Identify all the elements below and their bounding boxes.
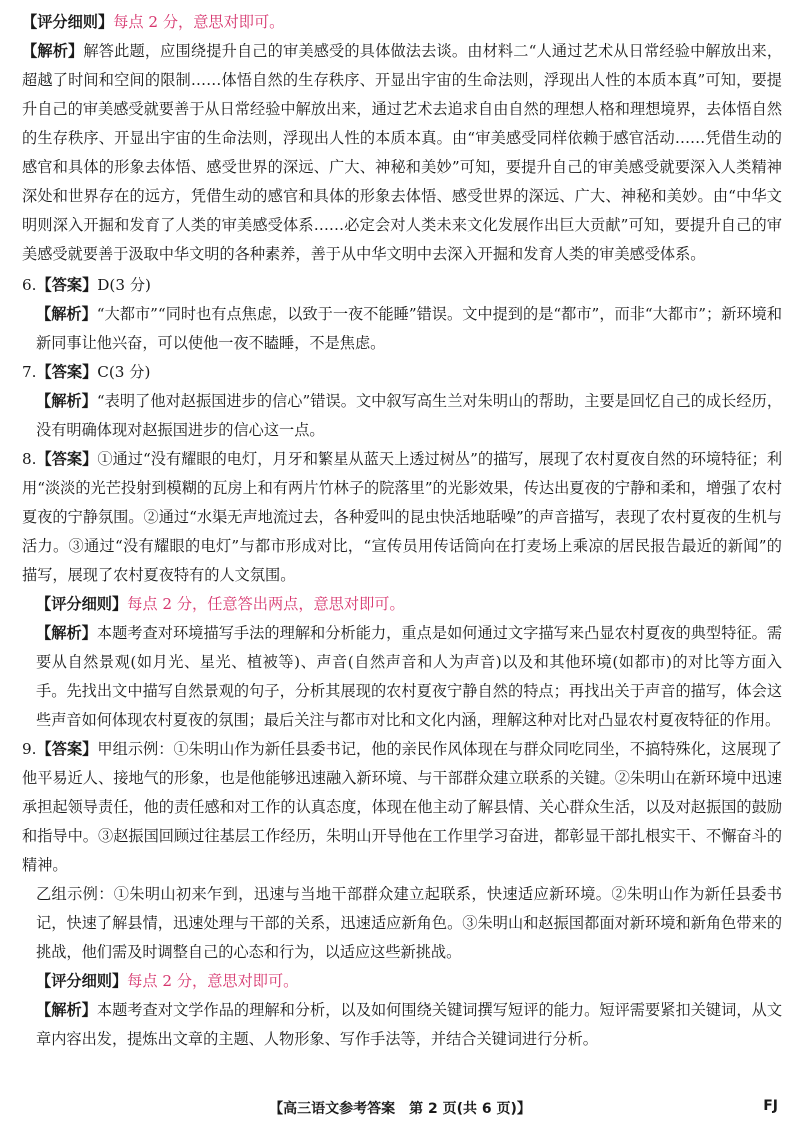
analysis-text: “表明了他对赵振国进步的信心”错误。文中叙写高生兰对朱明山的帮助，主要是回忆自己的成长经历，没有明确体现对赵振国进步的信心这一点。: [36, 392, 783, 439]
answer-tag: 【答案】: [36, 276, 98, 294]
page-footer-title: 【高三语文参考答案 第 2 页(共 6 页)】: [269, 1101, 531, 1117]
q9-analysis: [22, 996, 782, 1054]
answer-text-group-b: 乙组示例：①朱明山初来乍到，迅速与当地干部群众建立起联系，快速适应新环境。②朱明山作为新任县委书记，快速了解县情，迅速处理与干部的关系，迅速适应新角色。③朱明山和赵振国都面对新环境和新角色带来的挑战，他们需及时调整自己的心态和行为，以适应这些新挑战。: [36, 885, 782, 961]
q7-analysis: [22, 387, 782, 445]
question-number: 7.: [22, 363, 37, 381]
rubric-text: 每点 2 分，意思对即可。: [113, 13, 285, 31]
analysis-text: 本题考查对文学作品的理解和分析，以及如何围绕关键词撰写短评的能力。短评需要紧扣关键词，从文章内容出发，提炼出文章的主题、人物形象、写作手法等，并结合关键词进行分析。: [36, 1001, 783, 1048]
rubric-tag: 【评分细则】: [36, 972, 128, 990]
rubric-text: 每点 2 分，任意答出两点，意思对即可。: [127, 595, 405, 613]
q6-answer: [22, 271, 782, 300]
analysis-paragraph: [22, 37, 782, 269]
analysis-tag: 【解析】: [36, 624, 97, 642]
analysis-tag: 【解析】: [36, 392, 97, 410]
page-footer-code: FJ: [763, 1098, 778, 1114]
question-number: 6.: [22, 276, 37, 294]
analysis-text: “大都市”“同时也有点焦虑，以致于一夜不能睡”错误。文中提到的是“都市”，而非“大都市”；新环境和新同事让他兴奋，可以使他一夜不瞌睡，不是焦虑。: [36, 305, 783, 352]
rubric-line: [22, 8, 782, 37]
q8-rubric: [22, 590, 782, 619]
q9-answer: [22, 735, 782, 880]
q8-analysis: [22, 619, 782, 735]
rubric-tag: 【评分细则】: [22, 13, 114, 31]
answer-tag: 【答案】: [36, 740, 98, 758]
q9-answer-group-b: [22, 880, 782, 967]
answer-tag: 【答案】: [36, 363, 98, 381]
analysis-text: 本题考查对环境描写手法的理解和分析能力，重点是如何通过文字描写来凸显农村夏夜的典型特征。需要从自然景观(如月光、星光、植被等)、声音(自然声音和人为声音)以及和其他环境(如都市)的对比等方面入手。先找出文中描写自然景观的句子，分析其展现的农村夏夜宁静自然的特点；再找出关于声音的描写，体会这些声音如何体现农村夏夜的氛围；最后关注与都市对比和文化内涵，理解这种对比对凸显农村夏夜特征的作用。: [36, 624, 783, 729]
analysis-tag: 【解析】: [22, 42, 84, 60]
answer-text: ①通过“没有耀眼的电灯，月牙和繁星从蓝天上透过树丛”的描写，展现了农村夏夜自然的环境特征；利用“淡淡的光芒投射到模糊的瓦房上和有两片竹林子的院落里”的光影效果，传达出夏夜的宁静和柔和，增强了农村夏夜的宁静氛围。②通过“水渠无声地流过去，各种爱叫的昆虫快活地聒噪”的声音描写，表现了农村夏夜的生机与活力。③通过“没有耀眼的电灯”与都市形成对比，“宣传员用传话筒向在打麦场上乘凉的居民报告最近的新闻”的描写，展现了农村夏夜特有的人文氛围。: [22, 450, 783, 584]
question-number: 8.: [22, 450, 37, 468]
q8-answer: [22, 445, 782, 590]
answer-text: D(3 分): [97, 276, 151, 294]
question-number: 9.: [22, 740, 37, 758]
q9-rubric: [22, 967, 782, 996]
rubric-tag: 【评分细则】: [36, 595, 128, 613]
rubric-text: 每点 2 分，意思对即可。: [127, 972, 299, 990]
analysis-tag: 【解析】: [36, 305, 97, 323]
q7-answer: [22, 358, 782, 387]
answer-text-group-a: 甲组示例：①朱明山作为新任县委书记，他的亲民作风体现在与群众同吃同坐，不搞特殊化，这展现了他平易近人、接地气的形象，也是他能够迅速融入新环境、与干部群众建立联系的关键。②朱明山在新环境中迅速承担起领导责任，他的责任感和对工作的认真态度，体现在他主动了解县情、关心群众生活，以及对赵振国的鼓励和指导中。③赵振国回顾过往基层工作经历，朱明山开导他在工作里学习奋进，都彰显干部扎根实干、不懈奋斗的精神。: [22, 740, 783, 874]
analysis-text: 解答此题，应围绕提升自己的审美感受的具体做法去谈。由材料二“人通过艺术从日常经验中解放出来，超越了时间和空间的限制……体悟自然的生存秩序、开显出宇宙的生命法则，浮现出人性的本质本真”可知，要提升自己的审美感受就要善于从日常经验中解放出来，通过艺术去追求自由自然的理想人格和理想境界，去体悟自然的生存秩序、开显出宇宙的生命法则，浮现出人性的本质本真。由“审美感受同样依赖于感官活动……凭借生动的感官和具体的形象去体悟、感受世界的深远、广大、神秘和美妙”可知，要提升自己的审美感受就要深入人类精神深处和世界存在的远方，凭借生动的感官和具体的形象去体悟、感受世界的深远、广大、神秘和美妙。由“中华文明则深入开掘和发育了人类的审美感受体系……必定会对人类未来文化发展作出巨大贡献”可知，要提升自己的审美感受就要善于汲取中华文明的各种素养，善于从中华文明中去深入开掘和发育人类的审美感受体系。: [22, 42, 783, 263]
answer-text: C(3 分): [97, 363, 151, 381]
analysis-tag: 【解析】: [36, 1001, 97, 1019]
answer-tag: 【答案】: [36, 450, 98, 468]
q6-analysis: [22, 300, 782, 358]
answer-page: [22, 8, 782, 1054]
